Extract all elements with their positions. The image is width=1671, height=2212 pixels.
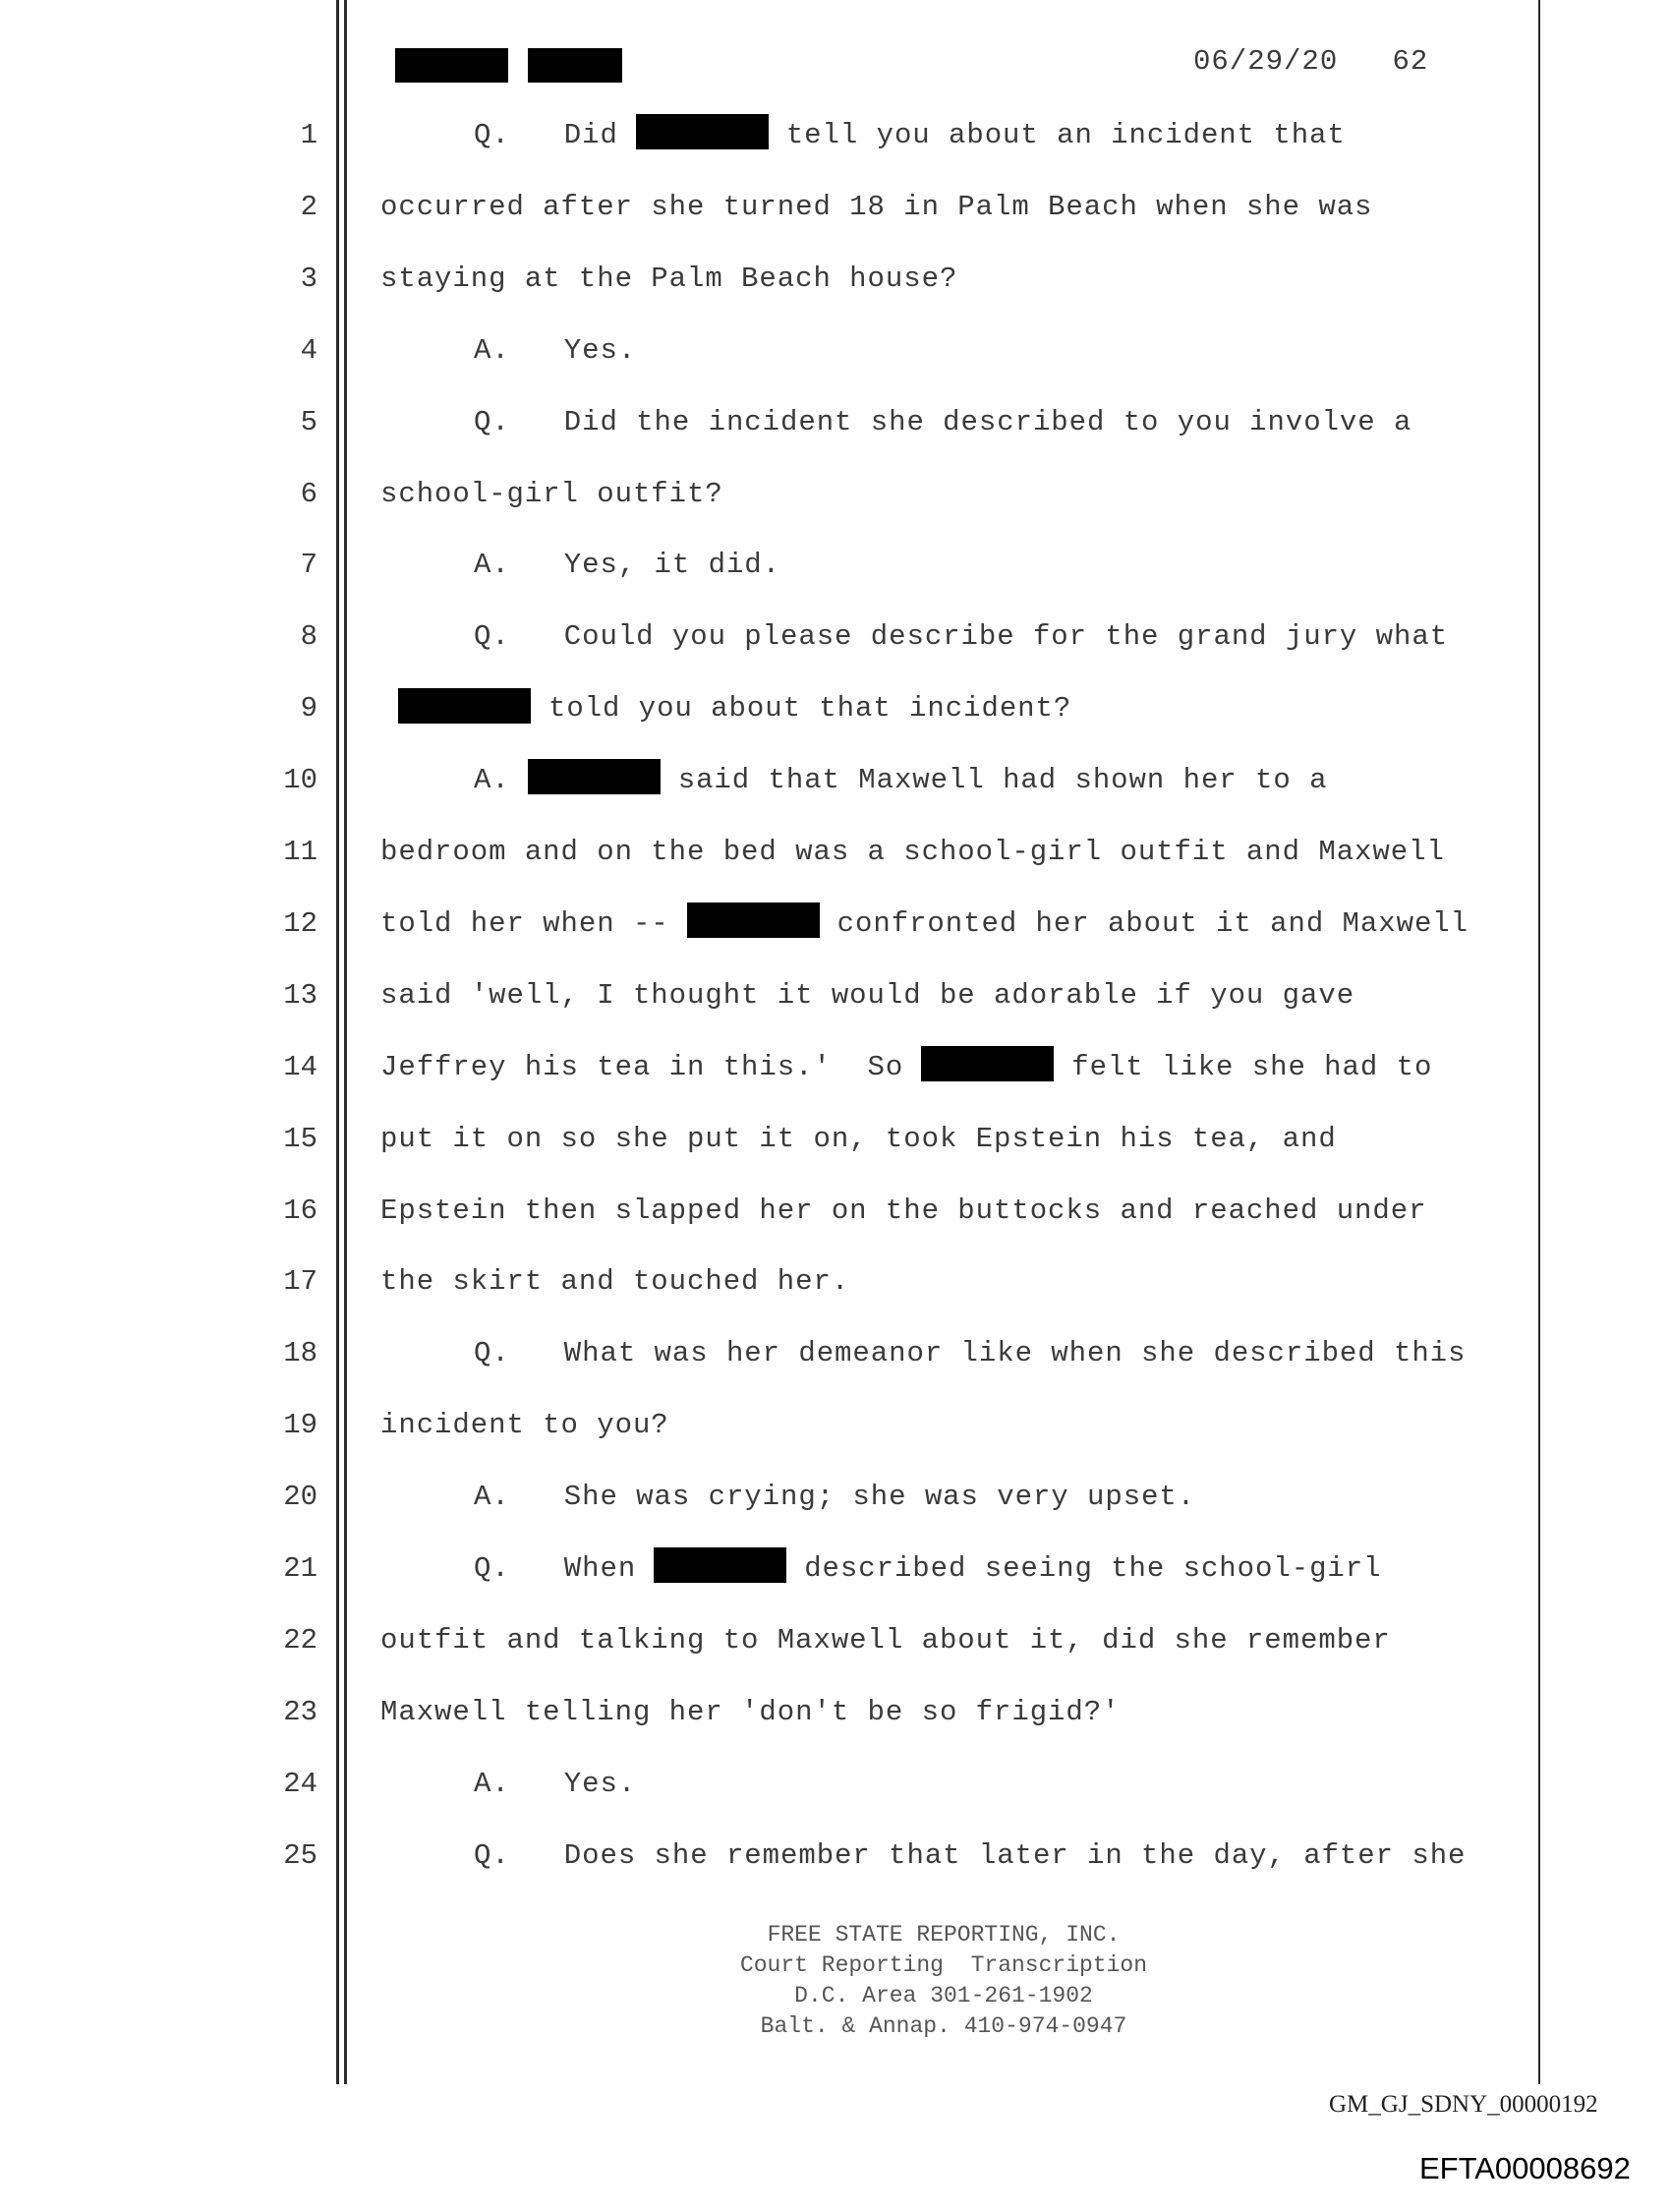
- line-text: [380, 689, 1071, 728]
- line-number: 25: [283, 1838, 317, 1872]
- footer-company: FREE STATE REPORTING, INC.: [767, 1922, 1121, 1948]
- line-text-segment: felt like she had to: [1071, 1050, 1433, 1083]
- line-text: [474, 1478, 1195, 1517]
- redaction-box: [654, 1547, 786, 1583]
- transcript-line: [0, 833, 1671, 904]
- line-text: [380, 1621, 1391, 1660]
- redaction-box: [636, 114, 769, 149]
- footer-dc-phone: D.C. Area 301-261-1902: [794, 1983, 1093, 2008]
- line-text-segment: staying at the Palm Beach house?: [380, 262, 958, 295]
- transcript-line: [0, 1048, 1671, 1120]
- line-text: [474, 331, 636, 371]
- line-text-segment: school-girl outfit?: [380, 477, 723, 510]
- redaction-box: [921, 1046, 1054, 1081]
- line-number: 12: [283, 906, 317, 940]
- line-text: [380, 833, 1445, 872]
- line-text: [474, 617, 1448, 657]
- line-text-segment: Maxwell telling her 'don't be so frigid?': [380, 1695, 1121, 1728]
- line-number: 9: [300, 692, 317, 726]
- line-text: [380, 188, 1372, 227]
- line-text: [474, 1549, 1381, 1589]
- line-text: [380, 976, 1354, 1016]
- line-text: [380, 1262, 849, 1302]
- line-text: [380, 1406, 669, 1445]
- footer-balt-phone: Balt. & Annap. 410-974-0947: [760, 2013, 1127, 2039]
- line-text-segment: Q. Did: [474, 119, 618, 151]
- line-number: 16: [283, 1193, 317, 1227]
- line-text-segment: tell you about an incident that: [785, 119, 1346, 151]
- transcript-line: [0, 1693, 1671, 1765]
- line-text-segment: occurred after she turned 18 in Palm Beach when she was: [380, 190, 1373, 223]
- line-text-segment: Q. When: [474, 1552, 637, 1585]
- redaction-box: [528, 759, 661, 794]
- bates-number: GM_GJ_SDNY_00000192: [1329, 2091, 1598, 2118]
- line-text-segment: Q. Could you please describe for the grand jury what: [474, 620, 1449, 654]
- line-number: 24: [283, 1767, 317, 1800]
- line-text: [474, 761, 1327, 800]
- line-text: [380, 1192, 1426, 1231]
- transcript-line: [0, 1621, 1671, 1693]
- line-text-segment: Jeffrey his tea in this.' So: [380, 1050, 904, 1083]
- header-redaction-1: [395, 48, 508, 83]
- header-redaction-2: [528, 48, 622, 83]
- line-text-segment: A. She was crying; she was very upset.: [474, 1481, 1196, 1514]
- line-number: 4: [300, 333, 317, 367]
- line-number: 17: [283, 1265, 317, 1299]
- line-text-segment: described seeing the school-girl: [804, 1552, 1382, 1585]
- transcript-line: [0, 1549, 1671, 1621]
- page-header: [1193, 45, 1428, 78]
- line-number: 8: [300, 620, 317, 654]
- transcript-line: [0, 188, 1671, 260]
- transcript-line: [0, 976, 1671, 1048]
- header-page-number: 62: [1392, 45, 1429, 78]
- line-text-segment: A. Yes.: [474, 333, 637, 367]
- transcript-line: [0, 1192, 1671, 1263]
- line-number: 14: [283, 1050, 317, 1083]
- line-number: 3: [300, 262, 317, 295]
- line-number: 23: [283, 1695, 317, 1728]
- line-text: [380, 904, 1469, 944]
- transcript-line: [0, 617, 1671, 689]
- line-number: 7: [300, 549, 317, 582]
- line-text-segment: Q. What was her demeanor like when she described this: [474, 1337, 1467, 1370]
- line-number: 5: [300, 405, 317, 438]
- transcript-line: [0, 761, 1671, 833]
- transcript-line: [0, 1120, 1671, 1192]
- line-text: [474, 403, 1412, 442]
- transcript-line: [0, 904, 1671, 976]
- transcript-line: [0, 260, 1671, 331]
- line-text-segment: Epstein then slapped her on the buttocks and reached under: [380, 1193, 1427, 1227]
- line-text-segment: A.: [474, 764, 510, 797]
- redaction-box: [687, 902, 820, 938]
- line-text: [380, 475, 723, 514]
- reporter-footer: [0, 1920, 1671, 2042]
- line-number: 19: [283, 1409, 317, 1442]
- line-text-segment: put it on so she put it on, took Epstein his tea, and: [380, 1122, 1337, 1155]
- line-text: [380, 1693, 1120, 1732]
- line-number: 11: [283, 836, 317, 868]
- line-text-segment: A. Yes, it did.: [474, 549, 780, 582]
- efta-number: EFTA00008692: [1419, 2151, 1631, 2185]
- line-text: [474, 1334, 1466, 1373]
- line-text-segment: outfit and talking to Maxwell about it, did she remember: [380, 1623, 1391, 1657]
- line-text-segment: said 'well, I thought it would be adorable if you gave: [380, 978, 1355, 1012]
- line-number: 6: [300, 477, 317, 510]
- header-date: 06/29/20: [1193, 45, 1339, 78]
- line-text: [474, 546, 780, 585]
- line-text-segment: A. Yes.: [474, 1767, 637, 1800]
- footer-services: Court Reporting Transcription: [739, 1952, 1148, 1978]
- line-number: 1: [300, 119, 317, 151]
- line-text-segment: incident to you?: [380, 1409, 669, 1442]
- line-text: [474, 1836, 1466, 1876]
- transcript-line: [0, 1262, 1671, 1334]
- line-text-segment: told her when --: [380, 906, 669, 940]
- line-text-segment: Q. Did the incident she described to you involve a: [474, 405, 1412, 438]
- transcript-line: [0, 475, 1671, 547]
- line-text: [474, 116, 1346, 155]
- line-number: 18: [283, 1337, 317, 1370]
- line-text: [380, 1120, 1337, 1159]
- transcript-line: [0, 1334, 1671, 1406]
- transcript-line: [0, 1478, 1671, 1549]
- transcript-line: [0, 116, 1671, 188]
- line-text-segment: Q. Does she remember that later in the day, after she: [474, 1838, 1467, 1872]
- transcript-line: [0, 546, 1671, 617]
- line-text: [380, 1048, 1432, 1087]
- line-text-segment: the skirt and touched her.: [380, 1265, 850, 1299]
- line-text-segment: said that Maxwell had shown her to a: [677, 764, 1328, 797]
- line-text-segment: confronted her about it and Maxwell: [836, 906, 1469, 940]
- line-number: 21: [283, 1552, 317, 1585]
- line-text-segment: bedroom and on the bed was a school-girl outfit and Maxwell: [380, 836, 1445, 868]
- line-number: 15: [283, 1122, 317, 1155]
- line-number: 13: [283, 978, 317, 1012]
- line-text: [380, 260, 957, 299]
- line-number: 20: [283, 1481, 317, 1514]
- line-number: 2: [300, 190, 317, 223]
- line-number: 10: [283, 764, 317, 797]
- transcript-line: [0, 1765, 1671, 1836]
- transcript-line: [0, 331, 1671, 403]
- transcript-line: [0, 403, 1671, 475]
- transcript-line: [0, 689, 1671, 761]
- line-text: [474, 1765, 636, 1804]
- line-text-segment: told you about that incident?: [548, 692, 1072, 726]
- redaction-box: [398, 688, 531, 724]
- transcript-line: [0, 1406, 1671, 1478]
- line-number: 22: [283, 1623, 317, 1657]
- transcript-line: [0, 1836, 1671, 1908]
